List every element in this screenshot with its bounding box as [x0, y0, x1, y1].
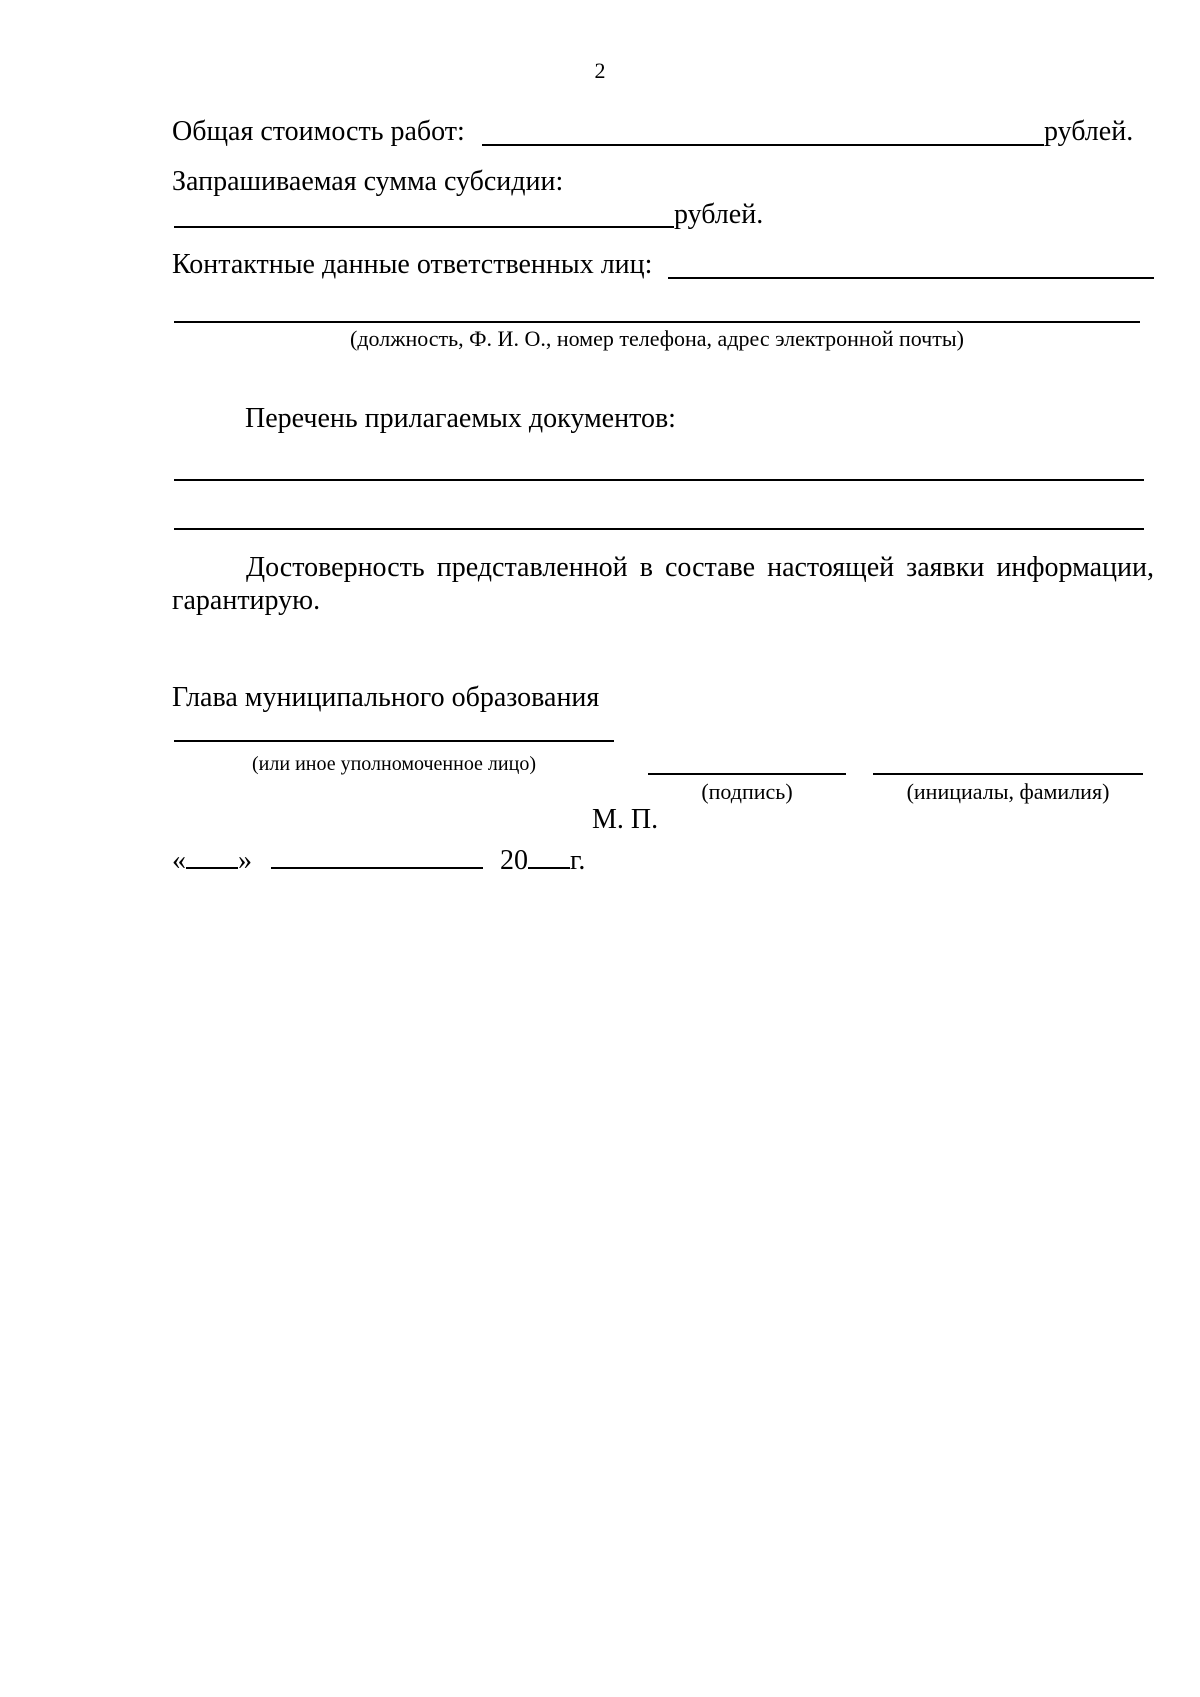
- total-cost-row: [172, 116, 465, 148]
- contacts-hint: (должность, Ф. И. О., номер телефона, адрес электронной почты): [350, 326, 964, 351]
- date-row: [172, 839, 585, 877]
- contacts-field-2[interactable]: [174, 321, 1140, 323]
- documents-label: Перечень прилагаемых документов:: [245, 403, 676, 434]
- name-field[interactable]: [873, 773, 1143, 775]
- date-year-suffix: г.: [570, 845, 586, 876]
- total-cost-unit: рублей.: [1044, 116, 1134, 147]
- contacts-field-1[interactable]: [668, 277, 1154, 279]
- total-cost-label: Общая стоимость работ:: [172, 116, 465, 147]
- head-field[interactable]: [174, 740, 614, 742]
- guarantee-text: [172, 552, 1154, 584]
- authorized-hint: (или иное уполномоченное лицо): [252, 753, 536, 775]
- date-year-prefix: 20: [500, 845, 528, 876]
- date-year-field[interactable]: [528, 839, 570, 869]
- subsidy-unit: рублей.: [674, 199, 764, 230]
- date-month-field[interactable]: [271, 839, 483, 869]
- documents-field-1[interactable]: [174, 479, 1144, 481]
- head-title: Глава муниципального образования: [172, 682, 600, 713]
- guarantee-line-2: гарантирую.: [172, 585, 321, 616]
- name-hint: (инициалы, фамилия): [906, 779, 1110, 804]
- signature-hint: (подпись): [701, 779, 793, 804]
- subsidy-label: Запрашиваемая сумма субсидии:: [172, 166, 564, 197]
- stamp-label: М. П.: [592, 804, 659, 835]
- date-close-quote: »: [238, 845, 252, 876]
- date-open-quote: «: [172, 845, 186, 876]
- subsidy-field[interactable]: [174, 226, 674, 228]
- date-day-field[interactable]: [186, 839, 238, 869]
- documents-field-2[interactable]: [174, 528, 1144, 530]
- page-number: 2: [594, 58, 606, 83]
- guarantee-line-1: Достоверность представленной в составе настоящей заявки информации,: [246, 552, 1154, 583]
- contacts-label: Контактные данные ответственных лиц:: [172, 249, 653, 280]
- signature-field[interactable]: [648, 773, 846, 775]
- total-cost-field[interactable]: [482, 144, 1044, 146]
